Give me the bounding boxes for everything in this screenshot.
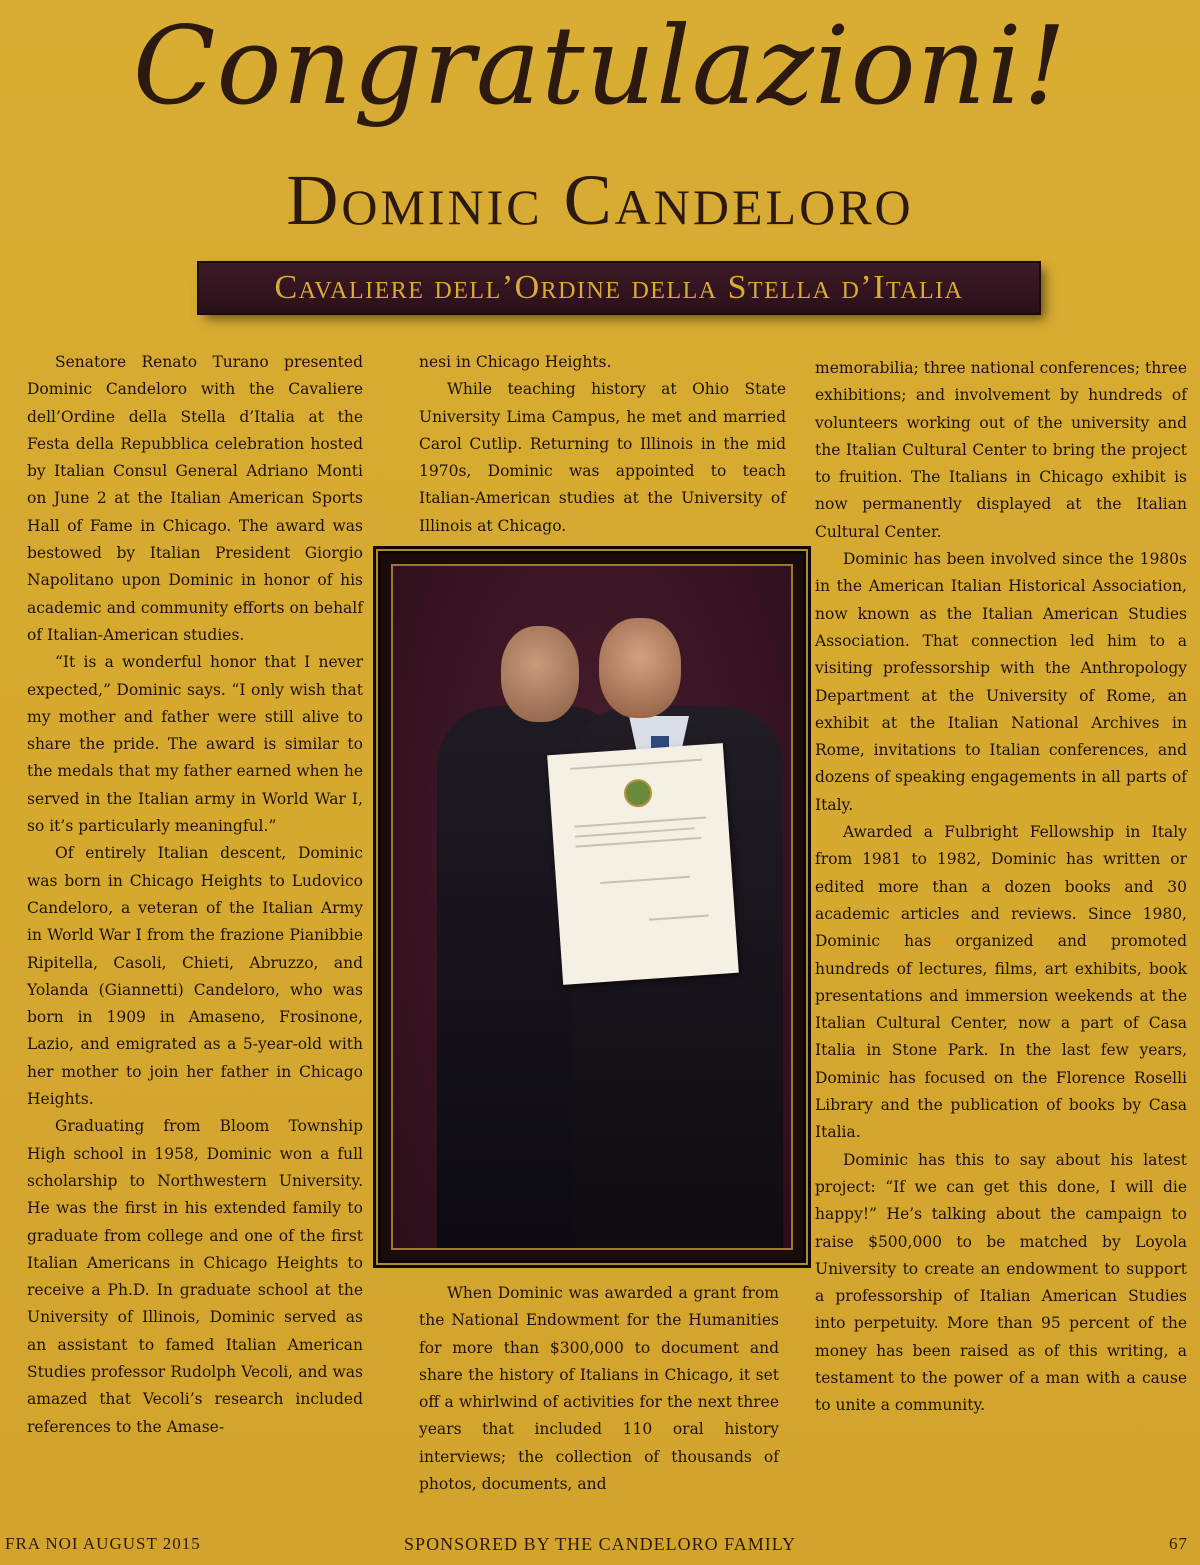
subtitle-text: Cavaliere dell’Ordine della Stella d’Italia xyxy=(274,269,964,306)
cert-line xyxy=(575,827,695,837)
award-photo xyxy=(378,551,806,1263)
cert-line xyxy=(600,876,690,884)
paragraph: Of entirely Italian descent, Dominic was born in Chicago Heights to Ludovico Candeloro, a veteran of the Italian Army in World War I from the frazione Pianibbie Ripitella, Casoli, Chieti, Abruzzo, and Yolanda (Giannetti) Candeloro, who was born in 1909 in Amaseno, Frosinone, Lazio, and emigrated as a 5-year-old with her mother to join her father in Chicago Heights. xyxy=(27,844,363,1109)
paragraph: Dominic has this to say about his latest project: “If we can get this done, I will die happy!” He’s talking about the campaign to raise $500,000 to be matched by Loyola University to create an endowment to support a professorship of Italian American Studies into perpetuity. More than 95 percent of the money has been raised as of this writing, a testament to the power of a man with a cause to unite a community. xyxy=(815,1150,1187,1415)
honoree-name: Dominic Candeloro xyxy=(286,160,914,240)
paragraph: Dominic has been involved since the 1980s in the American Italian Historical Association, now known as the Italian American Studies Association. That connection led him to a visiting professorship with the Anthropology Department at the University of Rome, an exhibit at the Italian National Archives in Rome, invitations to Italian conferences, and dozens of speaking engagements in all parts of Italy. xyxy=(815,550,1187,814)
paragraph: “It is a wonderful honor that I never expected,” Dominic says. “I only wish that my mother and father were still alive to share the pride. The award is similar to the medals that my father earned when he served in the Italian army in World War I, so it’s particularly meaningful.” xyxy=(27,653,363,836)
cert-line xyxy=(574,817,706,828)
presenter-head xyxy=(501,626,579,722)
article-column-1 xyxy=(27,349,363,1441)
footer-sponsor: SPONSORED BY THE CANDELORO FAMILY xyxy=(404,1534,796,1554)
honoree-head xyxy=(599,618,681,718)
paragraph: When Dominic was awarded a grant from the National Endowment for the Humanities for more than $300,000 to document and share the history of Italians in Chicago, it set off a whirlwind of activities for the next three years that included 110 oral history interviews; the collection of thousands of photos, documents, and xyxy=(419,1284,779,1494)
subtitle-banner xyxy=(199,263,1039,313)
cert-line xyxy=(649,915,709,921)
page-number: 67 xyxy=(1169,1534,1188,1553)
article-column-3 xyxy=(815,355,1187,1420)
page-title: Congratulazioni! xyxy=(132,4,1068,129)
article-column-2-top xyxy=(419,349,786,540)
paragraph: While teaching history at Ohio State University Lima Campus, he met and married Carol Cutlip. Returning to Illinois in the mid 1970s, Dominic was appointed to teach Italian-American studies at the University of Illinois at Chicago. xyxy=(419,380,786,535)
paragraph: Graduating from Bloom Township High school in 1958, Dominic won a full scholarship to Northwestern University. He was the first in his extended family to graduate from college and one of the first Italian Americans in Chicago Heights to receive a Ph.D. In graduate school at the University of Illinois, Dominic served as an assistant to famed Italian American Studies professor Rudolph Vecoli, and was amazed that Vecoli’s research included references to the Amase- xyxy=(27,1117,363,1436)
footer-publication: FRA NOI AUGUST 2015 xyxy=(5,1534,201,1553)
paragraph: nesi in Chicago Heights. xyxy=(419,353,612,371)
cert-line xyxy=(570,759,702,770)
photo-content xyxy=(391,564,793,1250)
paragraph: memorabilia; three national conferences; three exhibitions; and involvement by hundreds of volunteers working out of the university and the Italian Cultural Center to bring the project to fruition. The Italians in Chicago exhibit is now permanently displayed at the Italian Cultural Center. xyxy=(815,359,1187,541)
article-column-2-bottom xyxy=(419,1280,779,1498)
paragraph: Awarded a Fulbright Fellowship in Italy from 1981 to 1982, Dominic has written or edited more than a dozen books and 30 academic articles and reviews. Since 1980, Dominic has organized and promoted hundreds of lectures, films, art exhibits, book presentations and immersion weekends at the Italian Cultural Center, now a part of Casa Italia in Stone Park. In the last few years, Dominic has focused on the Florence Roselli Library and the publication of books by Casa Italia. xyxy=(815,823,1187,1142)
certificate xyxy=(547,743,739,985)
paragraph: Senatore Renato Turano presented Dominic Candeloro with the Cavaliere dell’Ordine della Stella d’Italia at the Festa della Repubblica celebration hosted by Italian Consul General Adriano Monti on June 2 at the Italian American Sports Hall of Fame in Chicago. The award was bestowed by Italian President Giorgio Napolitano upon Dominic in honor of his academic and community efforts on behalf of Italian-American studies. xyxy=(27,353,363,644)
cert-line xyxy=(576,837,702,848)
star-emblem-icon xyxy=(623,778,653,808)
